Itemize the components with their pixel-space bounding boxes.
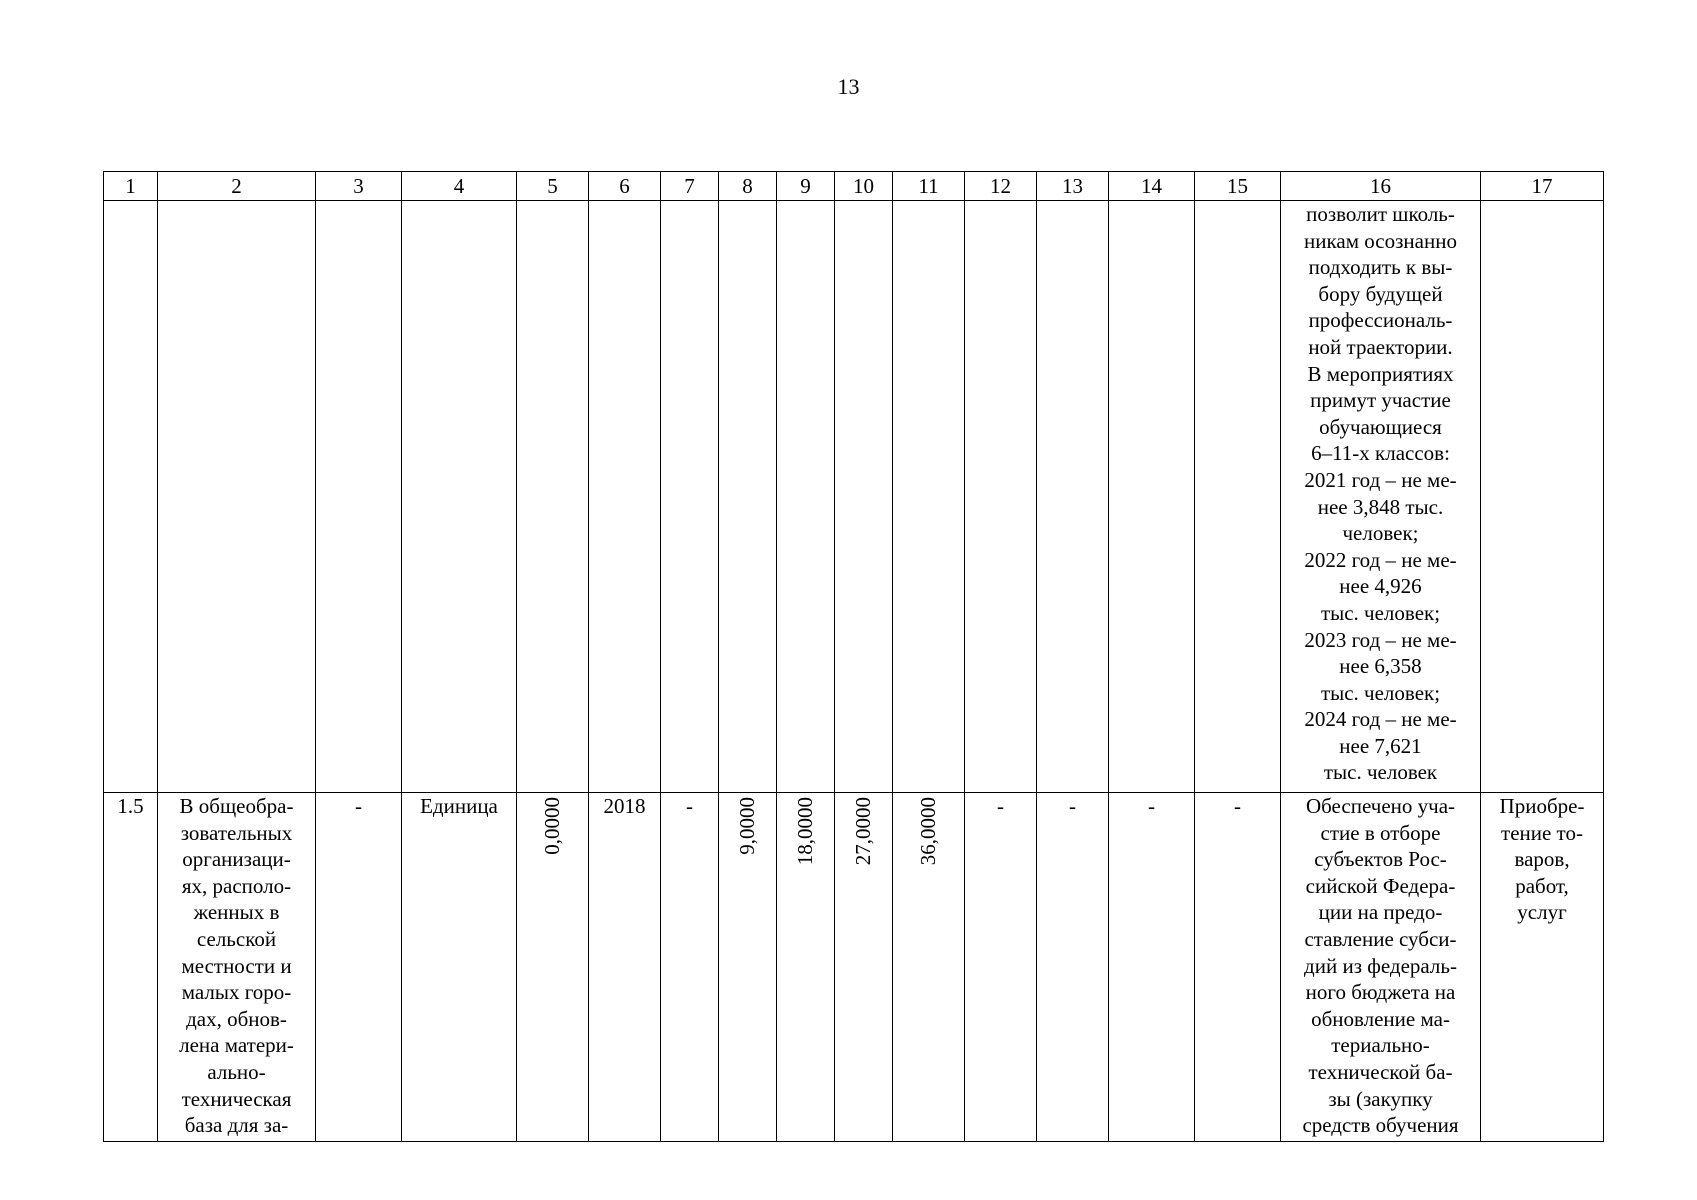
column-header: 11 bbox=[893, 172, 965, 201]
empty-cell bbox=[835, 201, 893, 793]
table-header-row bbox=[104, 172, 1604, 201]
empty-cell bbox=[402, 201, 517, 793]
column-header: 3 bbox=[316, 172, 402, 201]
value-2023-cell bbox=[835, 793, 893, 1142]
cell-col13: - bbox=[1037, 793, 1109, 1142]
table-row-1-5 bbox=[104, 793, 1604, 1142]
column-header: 12 bbox=[965, 172, 1037, 201]
value-2023-text: 27,0000 bbox=[851, 797, 876, 866]
indicator-name-text: В общеобра- зовательных организаци- ях, располо- женных в сельской местности и малых горо- дах, обнов- лена матери- ально- техническая база для за- bbox=[179, 794, 294, 1138]
cell-col12: - bbox=[965, 793, 1037, 1142]
column-header: 14 bbox=[1109, 172, 1195, 201]
result-type-text: Приобре- тение то- варов, работ, услуг bbox=[1499, 794, 1585, 925]
result-type-cell bbox=[1481, 793, 1604, 1142]
table-row-continuation bbox=[104, 201, 1604, 793]
value-2024-text: 36,0000 bbox=[916, 797, 941, 866]
empty-cell bbox=[965, 201, 1037, 793]
empty-cell bbox=[1037, 201, 1109, 793]
column-header: 17 bbox=[1481, 172, 1604, 201]
empty-cell bbox=[104, 201, 158, 793]
indicator-name-cell bbox=[158, 793, 316, 1142]
value-2021-cell bbox=[719, 793, 777, 1142]
column-header: 5 bbox=[517, 172, 589, 201]
cell-col7: - bbox=[661, 793, 719, 1142]
column-header: 10 bbox=[835, 172, 893, 201]
result-description-text: Обеспечено уча- стие в отборе субъектов Рос- сийской Федера- ции на предо- ставление субси- дий из федераль- ного бюджета на обновление ма- териально- технической ба- зы (закупку средств обучения bbox=[1302, 794, 1459, 1138]
cell-col3: - bbox=[316, 793, 402, 1142]
empty-cell bbox=[777, 201, 835, 793]
empty-cell bbox=[1195, 201, 1281, 793]
result-description-text: позволит школь- никам осознанно подходить к вы- бору будущей профессиональ- ной траектории. В мероприятиях примут участие обучающиеся 6–11-х классов: 2021 год – не ме- нее 3,848 тыс. человек; 2022 год – не ме- нее 4,926 тыс. человек; 2023 год – не ме- нее 6,358 тыс. человек; 2024 год – не ме- нее 7,621 тыс. человек bbox=[1304, 202, 1457, 785]
empty-cell bbox=[517, 201, 589, 793]
value-2022-text: 18,0000 bbox=[793, 797, 818, 866]
empty-cell bbox=[589, 201, 661, 793]
column-header: 2 bbox=[158, 172, 316, 201]
result-description-cell bbox=[1281, 201, 1481, 793]
column-header: 7 bbox=[661, 172, 719, 201]
data-table bbox=[103, 171, 1604, 1142]
column-header: 9 bbox=[777, 172, 835, 201]
base-value-text: 0,0000 bbox=[540, 797, 565, 855]
empty-cell bbox=[316, 201, 402, 793]
empty-cell bbox=[719, 201, 777, 793]
empty-cell bbox=[1481, 201, 1604, 793]
column-header: 15 bbox=[1195, 172, 1281, 201]
column-header: 1 bbox=[104, 172, 158, 201]
unit-cell: Единица bbox=[402, 793, 517, 1142]
base-year-cell: 2018 bbox=[589, 793, 661, 1142]
result-description-cell bbox=[1281, 793, 1481, 1142]
base-value-cell bbox=[517, 793, 589, 1142]
empty-cell bbox=[158, 201, 316, 793]
column-header: 8 bbox=[719, 172, 777, 201]
column-header: 6 bbox=[589, 172, 661, 201]
value-2021-text: 9,0000 bbox=[735, 797, 760, 855]
column-header: 16 bbox=[1281, 172, 1481, 201]
cell-col14: - bbox=[1109, 793, 1195, 1142]
value-2024-cell bbox=[893, 793, 965, 1142]
value-2022-cell bbox=[777, 793, 835, 1142]
empty-cell bbox=[661, 201, 719, 793]
cell-col15: - bbox=[1195, 793, 1281, 1142]
empty-cell bbox=[1109, 201, 1195, 793]
column-header: 13 bbox=[1037, 172, 1109, 201]
page-number: 13 bbox=[837, 74, 860, 99]
column-header: 4 bbox=[402, 172, 517, 201]
empty-cell bbox=[893, 201, 965, 793]
row-number-cell: 1.5 bbox=[104, 793, 158, 1142]
